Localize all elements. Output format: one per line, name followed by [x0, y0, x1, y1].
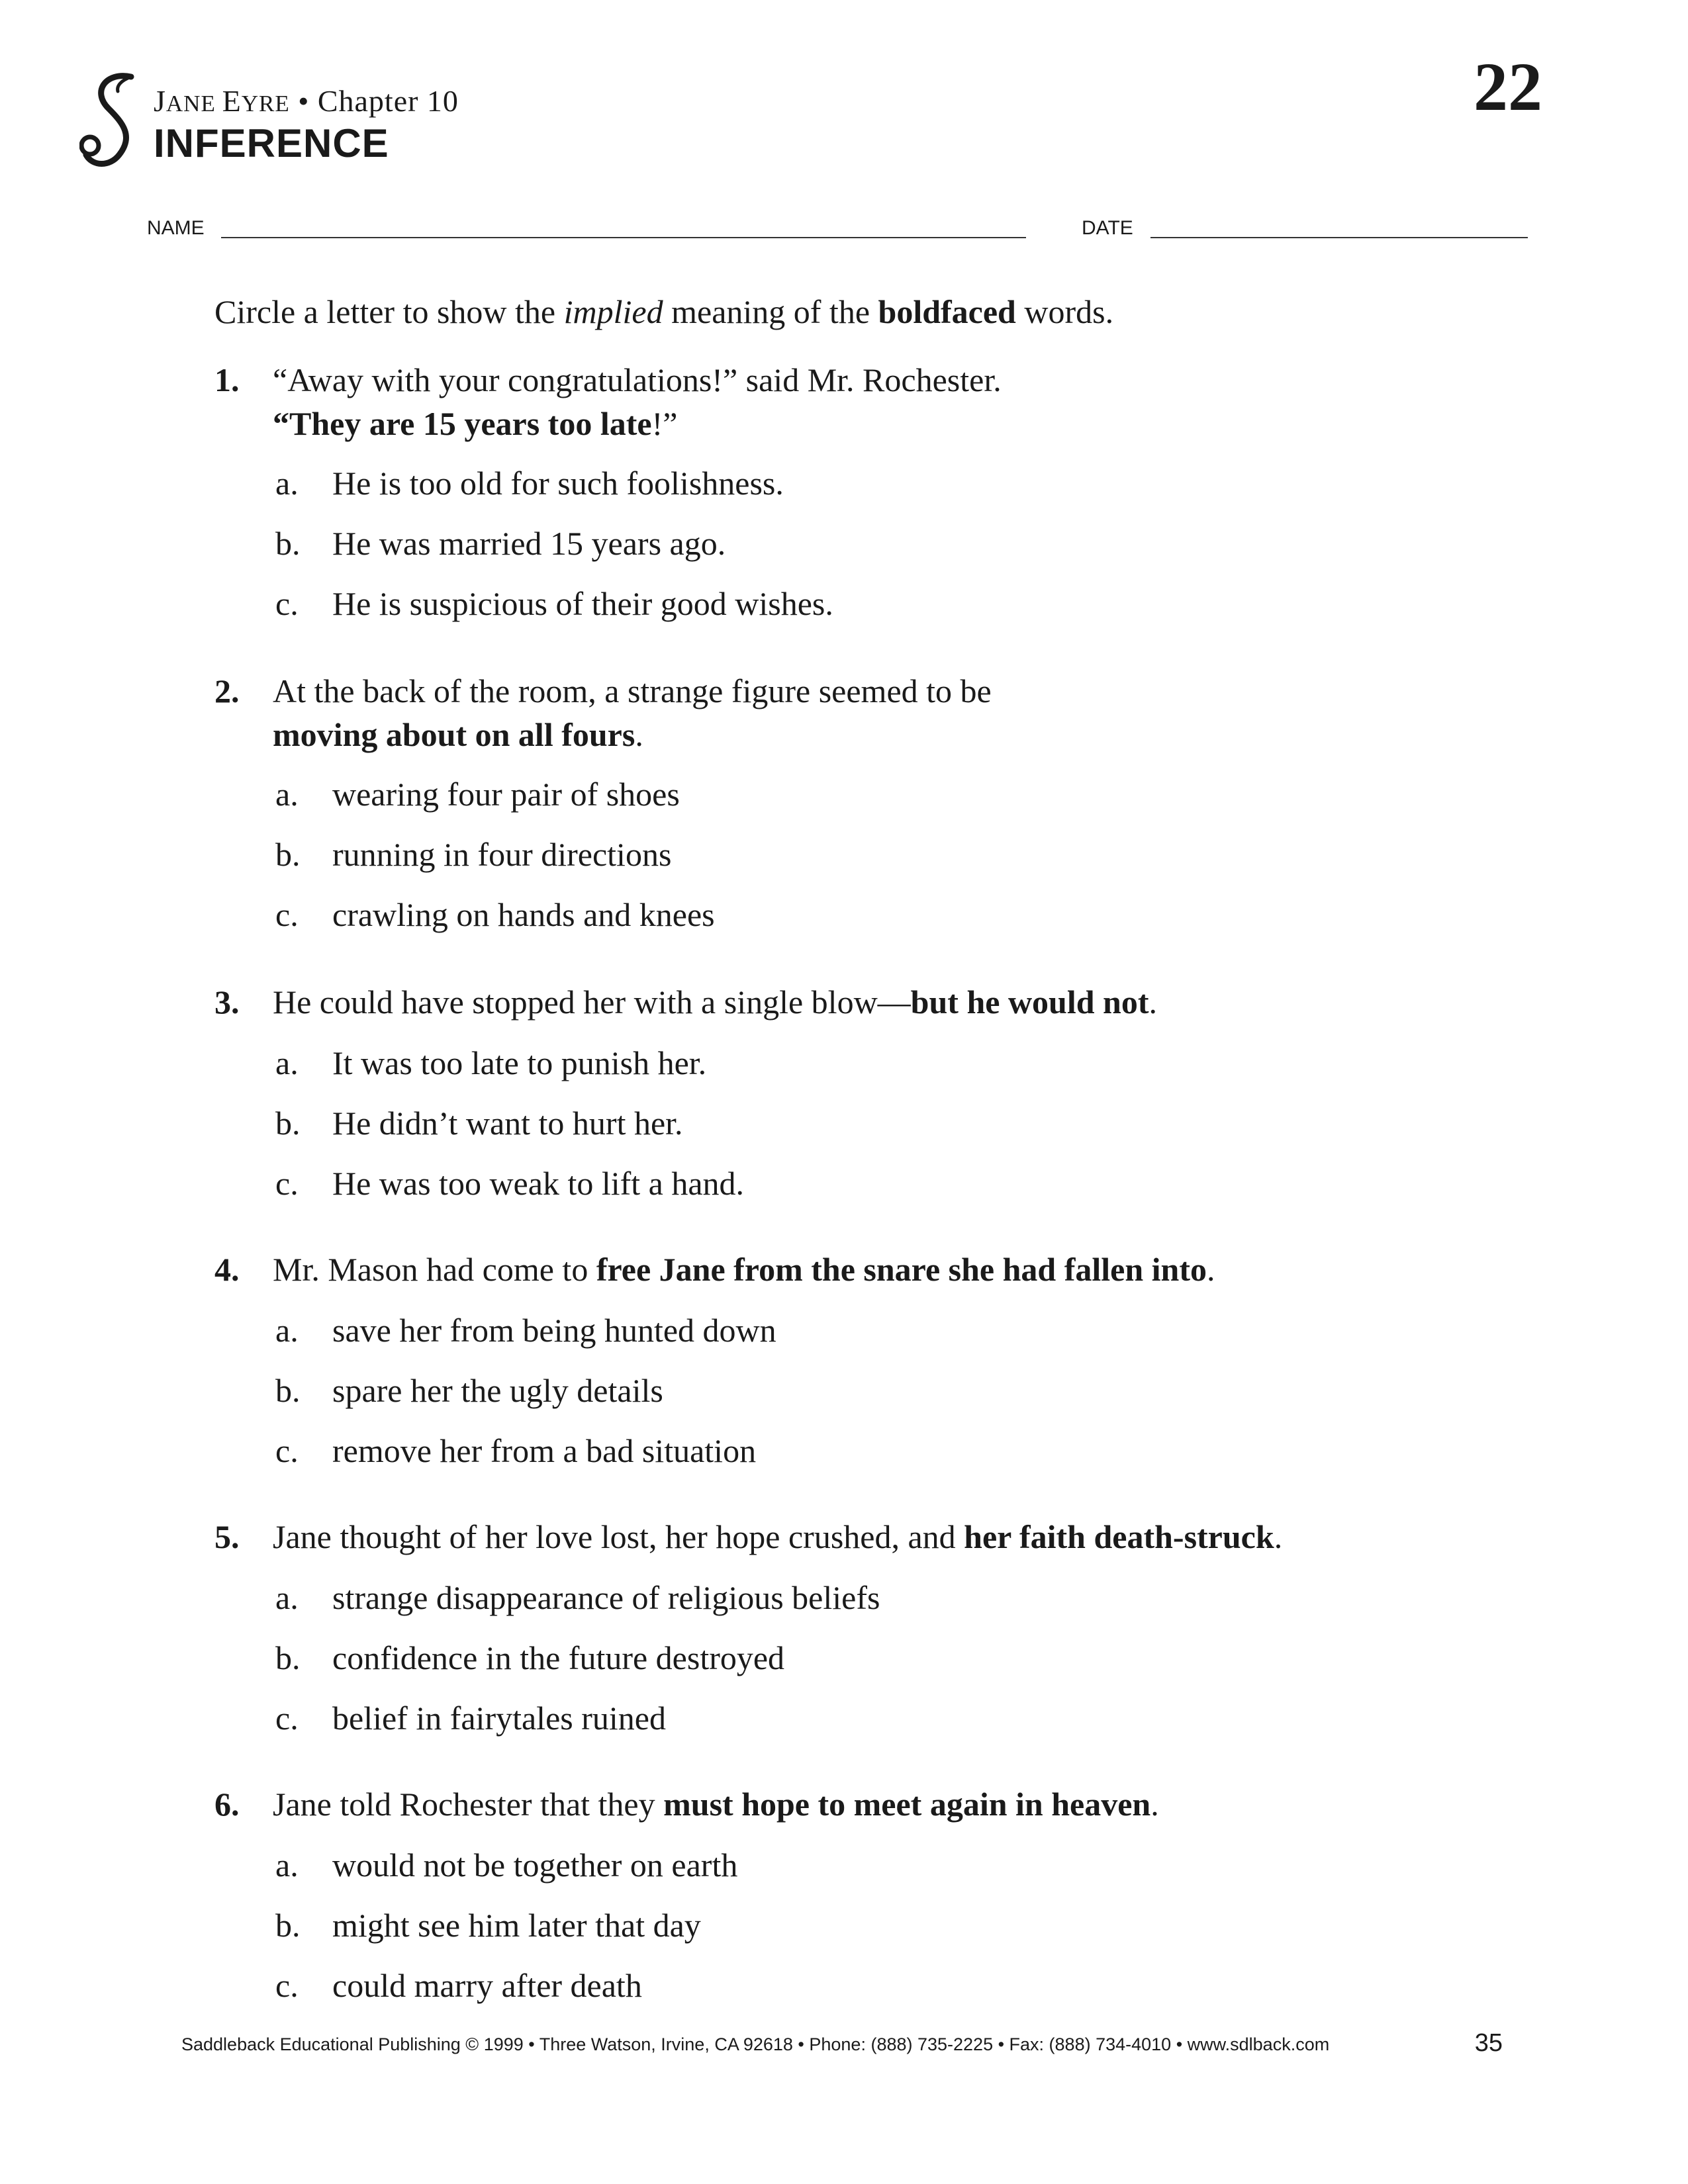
answer-option[interactable]: a. save her from being hunted down: [275, 1312, 776, 1349]
chapter-label: Chapter 10: [317, 84, 459, 118]
answer-options: [214, 1033, 1538, 1214]
date-label: DATE: [1082, 217, 1133, 239]
question-4: [214, 1248, 1538, 1481]
answer-option[interactable]: c. He was too weak to lift a hand.: [275, 1165, 745, 1202]
answer-option[interactable]: a. would not be together on earth: [275, 1846, 738, 1884]
date-field[interactable]: [1150, 237, 1528, 238]
answer-options: [214, 1568, 1538, 1749]
answer-option[interactable]: a. strange disappearance of religious beliefs: [275, 1579, 880, 1616]
question-stem: 1. “Away with your congratulations!” said Mr. Rochester. “They are 15 years too late!”: [214, 358, 1538, 445]
question-3: [214, 980, 1538, 1214]
answer-option[interactable]: b. spare her the ugly details: [275, 1372, 663, 1409]
question-stem: 6. Jane told Rochester that they must hope to meet again in heaven.: [214, 1782, 1538, 1826]
answer-option[interactable]: b. might see him later that day: [275, 1907, 701, 1944]
worksheet-number: 22: [1474, 49, 1542, 125]
book-chapter-title: [154, 83, 459, 118]
book-title-initial-e: E: [222, 84, 242, 118]
answer-option[interactable]: b. confidence in the future destroyed: [275, 1639, 785, 1676]
name-label: NAME: [147, 217, 205, 239]
question-1: [214, 358, 1538, 634]
question-number: 3.: [214, 983, 240, 1021]
answer-option[interactable]: c. crawling on hands and knees: [275, 896, 715, 933]
question-5: [214, 1515, 1538, 1749]
question-number: 5.: [214, 1518, 240, 1555]
answer-option[interactable]: c. belief in fairytales ruined: [275, 1700, 666, 1737]
section-title: INFERENCE: [154, 121, 389, 165]
question-6: [214, 1782, 1538, 2016]
instructions: Circle a letter to show the implied meaning of the boldfaced words.: [214, 293, 1114, 330]
answer-options: [214, 1300, 1538, 1481]
name-field[interactable]: [221, 237, 1026, 238]
answer-option[interactable]: b. He was married 15 years ago.: [275, 525, 726, 562]
book-title-rest-yre: YRE: [241, 91, 290, 116]
answer-option[interactable]: c. He is suspicious of their good wishes.: [275, 585, 833, 622]
answer-options: [214, 764, 1538, 945]
title-separator: •: [289, 84, 318, 118]
question-stem: 2. At the back of the room, a strange figure seemed to be moving about on all fours.: [214, 669, 1538, 756]
question-stem: 4. Mr. Mason had come to free Jane from the snare she had fallen into.: [214, 1248, 1538, 1291]
question-number: 4.: [214, 1251, 240, 1288]
question-stem: 5. Jane thought of her love lost, her hope crushed, and her faith death-struck.: [214, 1515, 1538, 1559]
answer-option[interactable]: a. It was too late to punish her.: [275, 1044, 707, 1081]
answer-option[interactable]: a. He is too old for such foolishness.: [275, 465, 784, 502]
answer-option[interactable]: a. wearing four pair of shoes: [275, 776, 680, 813]
question-number: 2.: [214, 672, 240, 709]
book-title-rest-ane: ANE: [165, 91, 222, 116]
footer-publisher-credit: Saddleback Educational Publishing © 1999 • Three Watson, Irvine, CA 92618 • Phone: (888) 735-2225 • Fax: (888) 734-4010 • www.sdlback.com: [181, 2034, 1330, 2054]
publisher-logo-s-icon: [79, 71, 146, 171]
page-number: 35: [1474, 2029, 1503, 2057]
answer-option[interactable]: c. remove her from a bad situation: [275, 1432, 757, 1469]
answer-options: [214, 1835, 1538, 2016]
answer-option[interactable]: b. running in four directions: [275, 836, 672, 873]
question-number: 6.: [214, 1786, 240, 1823]
answer-option[interactable]: c. could marry after death: [275, 1967, 642, 2004]
question-number: 1.: [214, 361, 240, 398]
answer-option[interactable]: b. He didn’t want to hurt her.: [275, 1105, 683, 1142]
question-2: [214, 669, 1538, 945]
question-stem: 3. He could have stopped her with a single blow—but he would not.: [214, 980, 1538, 1024]
book-title-initial-j: J: [154, 84, 166, 118]
answer-options: [214, 453, 1538, 634]
